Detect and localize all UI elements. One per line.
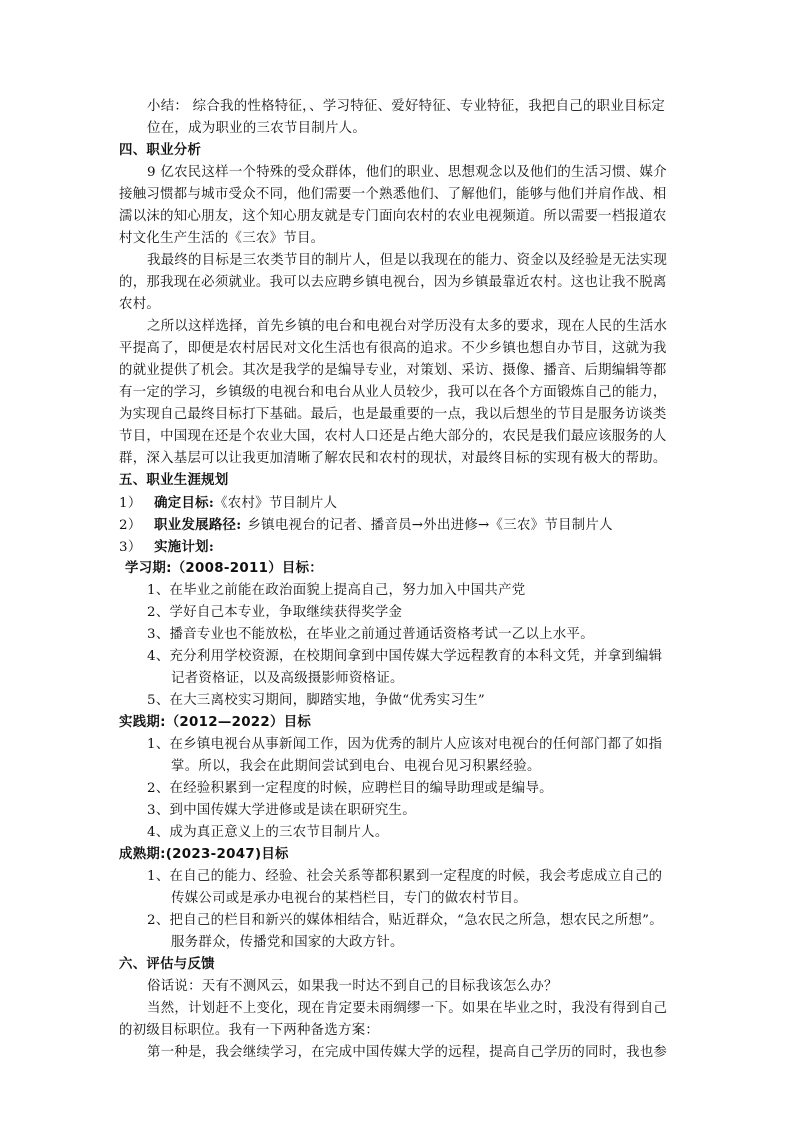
list-item: 2、把自己的栏目和新兴的媒体相结合，贴近群众，“急农民之所急，想农民之所想”。 bbox=[147, 913, 663, 928]
summary-line-1 bbox=[147, 96, 665, 118]
paragraph-line: 为实现自己最终目标打下基础。最后，也是最重要的一点，我以后想坐的节目是服务访谈类 bbox=[119, 407, 667, 422]
item-label: 职业发展路径: bbox=[154, 517, 242, 533]
item-text: 乡镇电视台的记者、播音员→外出进修→《三农》节目制片人 bbox=[247, 518, 613, 533]
paragraph-line: 的初级目标职位。我有一下两种备选方案： bbox=[119, 1023, 380, 1038]
paragraph-line: 我最终的目标是三农类节目的制片人，但是以我现在的能力、资金以及经验是无法实现 bbox=[147, 253, 668, 268]
list-item: 4、成为真正意义上的三农节目制片人。 bbox=[147, 825, 389, 840]
paragraph-line: 平提高了，即便是农村居民对文化生活也有很高的追求。不少乡镇也想自办节目，这就为我 bbox=[119, 341, 667, 356]
list-item: 2、在经验积累到一定程度的时候，应聘栏目的编导助理或是编导。 bbox=[147, 781, 553, 796]
section-heading-planning: 五、职业生涯规划 bbox=[119, 473, 229, 488]
section-heading-evaluation: 六、评估与反馈 bbox=[119, 957, 215, 972]
paragraph-line: 接触习惯都与城市受众不同，他们需要一个熟悉他们、了解他们，能够与他们并肩作战、相 bbox=[119, 187, 667, 202]
paragraph-line: 节目，中国现在还是个农业大国，农村人口还是占绝大部分的，农民是我们最应该服务的人 bbox=[119, 429, 667, 444]
list-item: 1、在毕业之前能在政治面貌上提高自己，努力加入中国共产党 bbox=[147, 583, 526, 598]
phase-heading-study: 学习期:（2008-2011）目标： bbox=[125, 561, 323, 576]
list-item-continued: 记者资格证，以及高级摄影师资格证。 bbox=[171, 671, 404, 686]
item-label: 实施计划: bbox=[154, 539, 215, 555]
phase-heading-practice: 实践期:（2012—2022）目标 bbox=[119, 715, 312, 730]
plan-item-goal bbox=[119, 492, 337, 515]
paragraph-line: 有一定的学习，乡镇级的电视台和电台从业人员较少，我可以在各个方面锻炼自己的能力， bbox=[119, 385, 667, 400]
paragraph-line: 俗话说：天有不测风云，如果我一时达不到自己的目标我该怎么办？ bbox=[147, 979, 558, 994]
item-text: 《农村》节目制片人 bbox=[214, 496, 338, 511]
paragraph-line: 的就业提供了机会。其次是我学的是编导专业，对策划、采访、摄像、播音、后期编辑等都 bbox=[119, 363, 667, 378]
list-item: 4、充分利用学校资源，在校期间拿到中国传媒大学远程教育的本科文凭，并拿到编辑 bbox=[147, 649, 663, 664]
list-item: 3、播音专业也不能放松，在毕业之前通过普通话资格考试一乙以上水平。 bbox=[147, 627, 594, 642]
plan-item-implementation bbox=[119, 536, 214, 559]
paragraph-line: 的，那我现在必须就业。我可以去应聘乡镇电视台，因为乡镇最靠近农村。这也让我不脱离 bbox=[119, 275, 667, 290]
summary-line-2: 位在，成为职业的三农节目制片人。 bbox=[147, 121, 367, 136]
list-item: 3、到中国传媒大学进修或是读在职研究生。 bbox=[147, 803, 416, 818]
list-item-continued: 服务群众，传播党和国家的大政方针。 bbox=[171, 935, 404, 950]
section-heading-analysis: 四、职业分析 bbox=[119, 143, 202, 158]
item-number: 1） bbox=[119, 496, 142, 511]
item-number: 3） bbox=[119, 540, 142, 555]
paragraph-line: 第一种是，我会继续学习，在完成中国传媒大学的远程，提高自己学历的同时，我也参 bbox=[147, 1045, 668, 1060]
item-label: 确定目标: bbox=[154, 495, 215, 511]
paragraph-line: 之所以这样选择，首先乡镇的电台和电视台对学历没有太多的要求，现在人民的生活水 bbox=[147, 319, 668, 334]
paragraph-line: 9 亿农民这样一个特殊的受众群体，他们的职业、思想观念以及他们的生活习惯、媒介 bbox=[147, 165, 667, 180]
paragraph-line: 濡以沫的知心朋友，这个知心朋友就是专门面向农村的农业电视频道。所以需要一档报道农 bbox=[119, 209, 667, 224]
paragraph-line: 村文化生产生活的《三农》节目。 bbox=[119, 231, 325, 246]
summary-label: 小结： bbox=[147, 99, 189, 114]
list-item: 1、在乡镇电视台从事新闻工作，因为优秀的制片人应该对电视台的任何部门都了如指 bbox=[147, 737, 663, 752]
summary-text: 综合我的性格特征，、学习特征、爱好特征、专业特征，我把自己的职业目标定 bbox=[192, 99, 666, 114]
list-item-continued: 传媒公司或是承办电视台的某档栏目，专门的做农村节目。 bbox=[171, 891, 527, 906]
paragraph-line: 农村。 bbox=[119, 297, 161, 312]
item-number: 2） bbox=[119, 518, 142, 533]
list-item: 5、在大三离校实习期间，脚踏实地，争做“优秀实习生” bbox=[147, 693, 485, 708]
list-item: 1、在自己的能力、经验、社会关系等都积累到一定程度的时候，我会考虑成立自己的 bbox=[147, 869, 663, 884]
list-item: 2、学好自己本专业，争取继续获得奖学金 bbox=[147, 605, 403, 620]
plan-item-path bbox=[119, 514, 613, 537]
phase-heading-mature: 成熟期:(2023-2047)目标 bbox=[119, 847, 289, 862]
paragraph-line: 当然，计划赶不上变化，现在肯定要未雨绸缪一下。如果在毕业之时，我没有得到自己 bbox=[147, 1001, 668, 1016]
paragraph-line: 群，深入基层可以让我更加清晰了解农民和农村的现状，对最终目标的实现有极大的帮助。 bbox=[119, 451, 667, 466]
list-item-continued: 掌。所以，我会在此期间尝试到电台、电视台见习积累经验。 bbox=[171, 759, 541, 774]
